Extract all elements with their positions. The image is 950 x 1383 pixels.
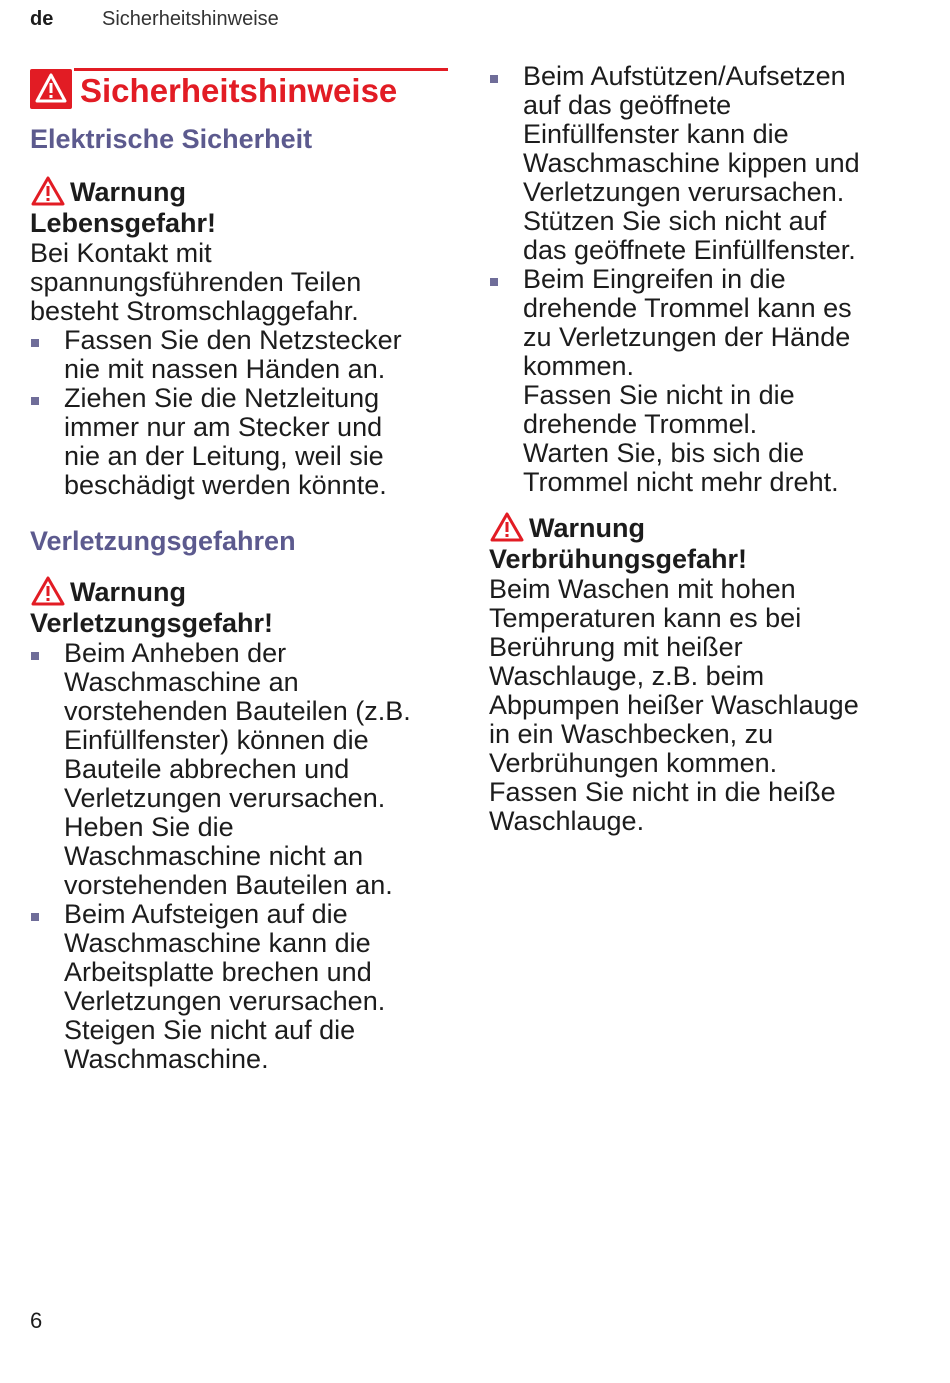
- page-number: 6: [30, 1308, 43, 1333]
- warning-block-electrical: [30, 176, 450, 500]
- bullet-icon: [31, 397, 39, 405]
- list-item: Fassen Sie den Netzstecker nie mit nassen Händen an.: [30, 326, 450, 384]
- bullet-list-electrical: [30, 326, 450, 500]
- main-title-block: [30, 66, 448, 112]
- warning-intro: Bei Kontakt mit spannungsführenden Teilen besteht Stromschlaggefahr.: [30, 238, 362, 326]
- list-item: Beim Aufsteigen auf die Waschmaschine kann die Arbeitsplatte brechen und Verletzungen verursachen. Steigen Sie nicht auf die Waschmaschine.: [30, 900, 450, 1074]
- warning-label: Warnung: [70, 177, 186, 207]
- title-rule: [74, 68, 448, 71]
- section-title-electrical: Elektrische Sicherheit: [30, 124, 313, 154]
- bullet-icon: [490, 75, 498, 83]
- warning-heading: [30, 176, 450, 208]
- warning-subtitle: Verbrühungsgefahr!: [489, 544, 748, 574]
- warning-block-scalding: [489, 512, 919, 836]
- warning-text: Beim Waschen mit hohen Temperaturen kann es bei Berührung mit heißer Waschlauge, z.B. beim Abpumpen heißer Waschlauge in ein Waschbecken, zu Verbrühungen kommen. Fassen Sie nicht in die heiße Waschlauge.: [489, 574, 859, 836]
- warning-block-injury: [30, 576, 450, 1074]
- list-item: Beim Aufstützen/Aufsetzen auf das geöffnete Einfüllfenster kann die Waschmaschine kippen und Verletzungen verursachen. Stützen Sie sich nicht auf das geöffnete Einfüllfenster.: [489, 62, 919, 265]
- bullet-icon: [31, 913, 39, 921]
- header-section-title: Sicherheitshinweise: [102, 8, 279, 30]
- warning-triangle-icon: [30, 175, 66, 207]
- list-item: Ziehen Sie die Netzleitung immer nur am Stecker und nie an der Leitung, weil sie beschädigt werden könnte.: [30, 384, 450, 500]
- language-code: de: [30, 8, 54, 30]
- warning-heading: [489, 512, 919, 544]
- warning-subtitle: Verletzungsgefahr!: [30, 608, 274, 638]
- warning-triangle-icon: [30, 69, 72, 109]
- warning-triangle-icon: [489, 511, 525, 543]
- list-item: Beim Anheben der Waschmaschine an vorstehenden Bauteilen (z.B. Einfüllfenster) können die Bauteile abbrechen und Verletzungen verursachen. Heben Sie die Waschmaschine nicht an vorstehenden Bauteilen an.: [30, 639, 450, 900]
- bullet-list-injury-right: [489, 62, 919, 497]
- bullet-icon: [490, 278, 498, 286]
- bullet-list-injury-left: [30, 639, 450, 1074]
- section-title-injury: Verletzungsgefahren: [30, 526, 296, 556]
- warning-heading: [30, 576, 450, 608]
- bullet-icon: [31, 339, 39, 347]
- list-item: Beim Eingreifen in die drehende Trommel kann es zu Verletzungen der Hände kommen. Fassen Sie nicht in die drehende Trommel. Warten Sie, bis sich die Trommel nicht mehr dreht.: [489, 265, 919, 497]
- warning-subtitle: Lebensgefahr!: [30, 208, 217, 238]
- page-title: Sicherheitshinweise: [80, 72, 398, 109]
- warning-label: Warnung: [70, 577, 186, 607]
- warning-triangle-icon: [30, 575, 66, 607]
- bullet-icon: [31, 652, 39, 660]
- warning-label: Warnung: [529, 513, 645, 543]
